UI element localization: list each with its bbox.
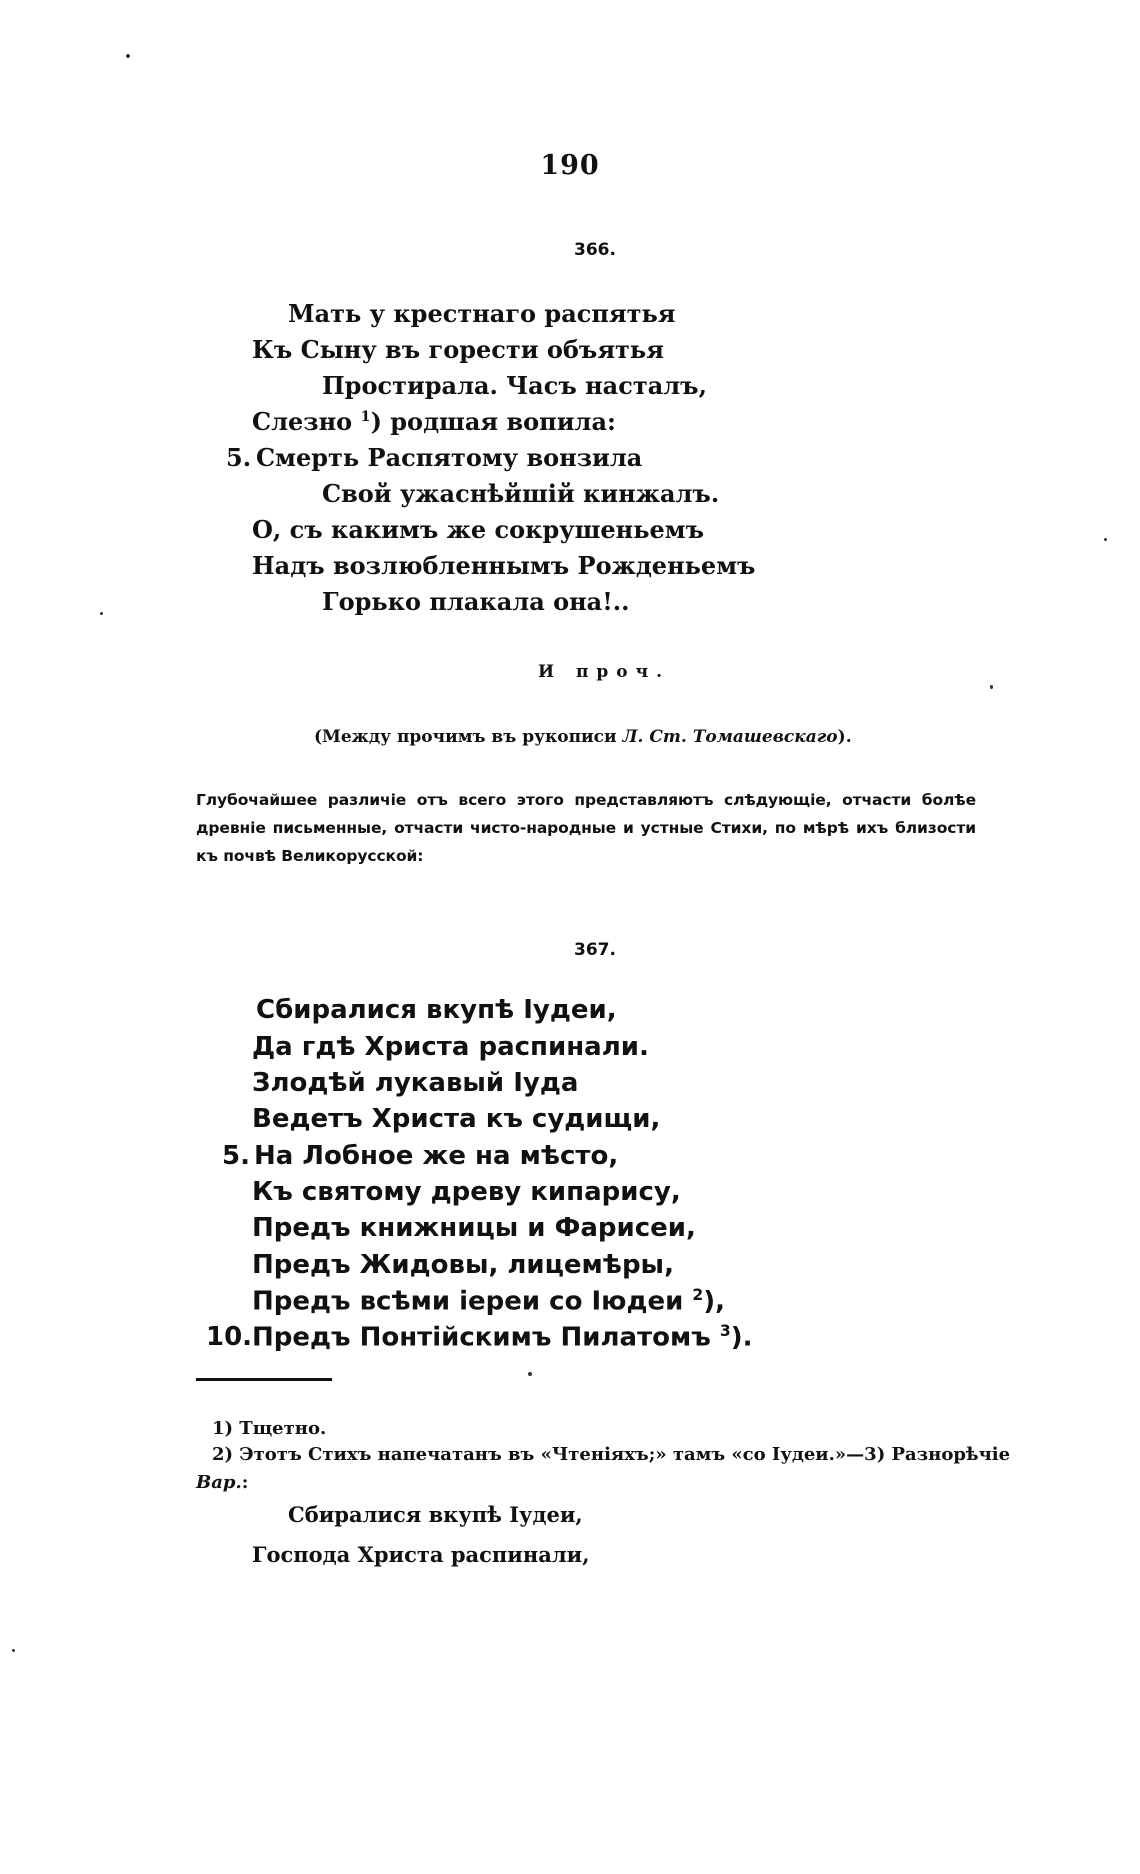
- verse-line: Сбиралися вкупѣ Іудеи,: [256, 995, 617, 1025]
- verse-line: Предъ Понтійскимъ Пилатомъ $^3$).: [252, 1322, 753, 1353]
- verse-line: Злодѣй лукавый Іуда: [252, 1068, 579, 1098]
- source-note: (Между прочимъ въ рукописи Л. Ст. Томашевскаго).: [314, 727, 852, 747]
- verse-line: На Лобное же на мѣсто,: [254, 1141, 619, 1171]
- variant-line: Сбиралися вкупѣ Іудеи,: [288, 1502, 583, 1527]
- variant-line: Господа Христа распинали,: [252, 1542, 590, 1567]
- verse-line: Ведетъ Христа къ судищи,: [252, 1104, 661, 1134]
- line-number: 5.: [222, 1141, 250, 1171]
- scan-speck: [100, 612, 103, 615]
- footnote-divider: [196, 1378, 332, 1381]
- verse-line: Смерть Распятому вонзила: [256, 443, 643, 472]
- scan-speck: [126, 54, 130, 58]
- verse-line: Предъ всѣми іереи со Іюдеи $^2$),: [252, 1286, 725, 1317]
- scan-speck: [1104, 538, 1107, 541]
- line-number: 5.: [226, 443, 252, 472]
- etcetera: И проч.: [538, 662, 671, 682]
- scan-speck: [990, 685, 993, 689]
- verse-line: Къ Сыну въ горести объятья: [252, 335, 664, 364]
- intro-paragraph: Глубочайшее различіе отъ всего этого представляютъ слѣдующіе, отчасти болѣе древніе письменные, отчасти чисто-народные и устные Стихи, по мѣрѣ ихъ близости къ почвѣ Великорусской:: [196, 791, 976, 865]
- verse-line: Надъ возлюбленнымъ Рожденьемъ: [252, 551, 756, 580]
- footnote-1: 1) Тщетно.: [212, 1418, 327, 1439]
- footnote-2: 2) Этотъ Стихъ напечатанъ въ «Чтеніяхъ;» тамъ «со Іудеи.»—3) Разнорѣчіе: [212, 1444, 1011, 1465]
- verse-line: Да гдѣ Христа распинали.: [252, 1032, 649, 1062]
- verse-line: Слезно $^1$) родшая вопила:: [252, 407, 616, 436]
- verse-line: О, съ какимъ же сокрушеньемъ: [252, 515, 705, 544]
- verse-line: Къ святому древу кипарису,: [252, 1177, 681, 1207]
- variant-label: Вар.:: [196, 1472, 249, 1493]
- verse-line: Простирала. Часъ насталъ,: [322, 371, 707, 400]
- verse-line: Горько плакала она!..: [322, 587, 630, 616]
- verse-line: Предъ Жидовы, лицемѣры,: [252, 1250, 674, 1280]
- poem-number-367: 367.: [574, 940, 616, 960]
- poem-number-366: 366.: [574, 240, 616, 260]
- verse-line: Предъ книжницы и Фарисеи,: [252, 1213, 696, 1243]
- line-number: 10.: [206, 1322, 253, 1352]
- verse-line: Мать у крестнаго распятья: [288, 299, 676, 328]
- page-number: 190: [540, 150, 600, 181]
- scan-speck: [12, 1649, 15, 1652]
- verse-line: Свой ужаснѣйшій кинжалъ.: [322, 479, 720, 508]
- scan-speck: [528, 1372, 532, 1376]
